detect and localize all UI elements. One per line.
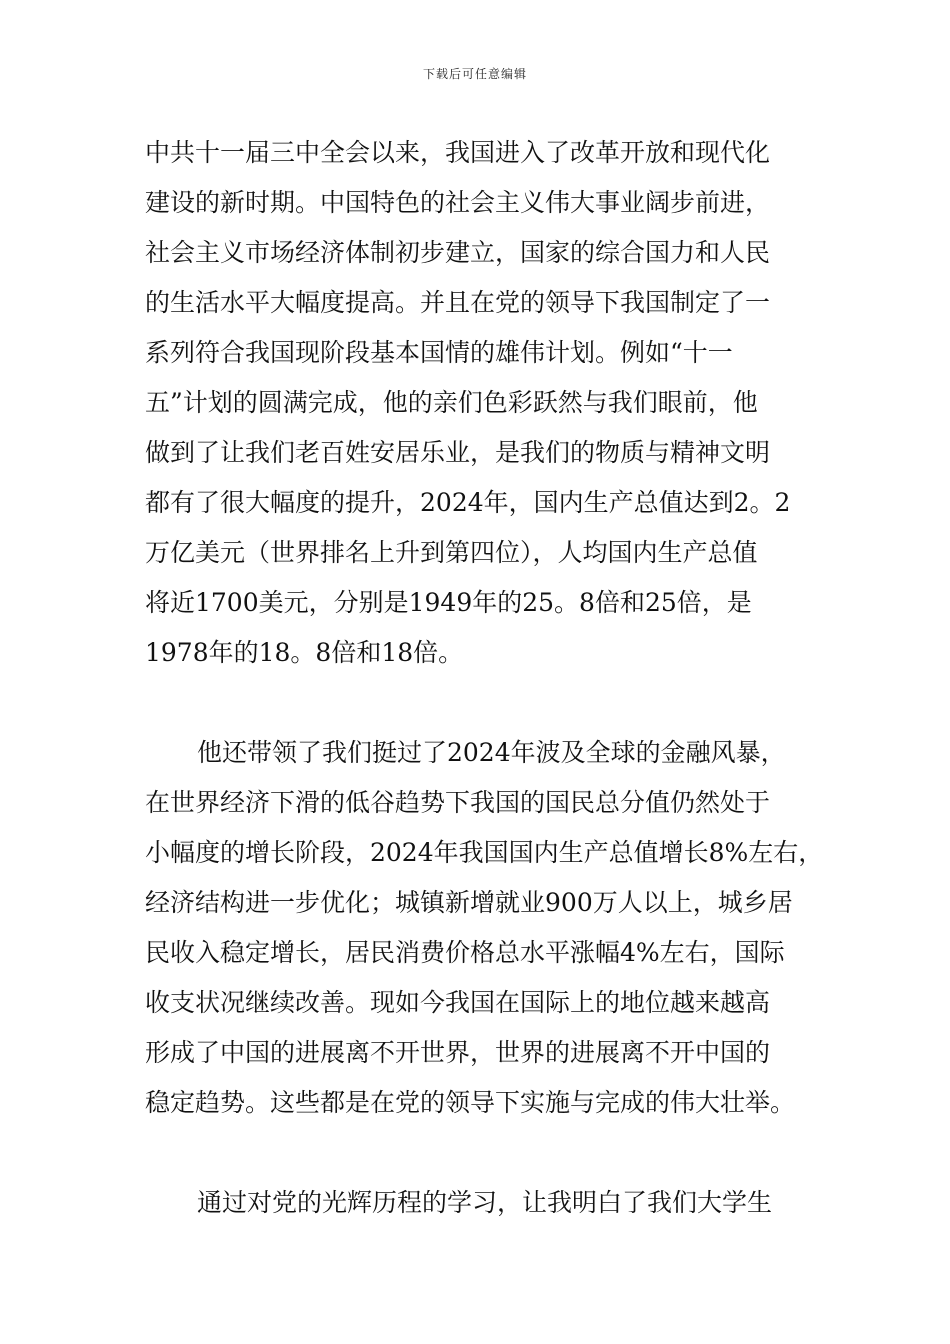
- text-line: 做到了让我们老百姓安居乐业，是我们的物质与精神文明: [145, 438, 771, 467]
- text-line: 小幅度的增长阶段，2024年我国国内生产总值增长8%左右，: [145, 838, 824, 867]
- paragraph-2: [145, 728, 825, 1128]
- paragraph-1: [145, 128, 825, 678]
- header-note: 下载后可任意编辑: [422, 67, 527, 81]
- text-line: 经济结构进一步优化；城镇新增就业900万人以上，城乡居: [145, 888, 793, 917]
- text-line: 都有了很大幅度的提升，2024年，国内生产总值达到2。2: [145, 488, 791, 517]
- text-line: 收支状况继续改善。现如今我国在国际上的地位越来越高: [145, 988, 771, 1017]
- text-line: 民收入稳定增长，居民消费价格总水平涨幅4%左右，国际: [145, 938, 785, 967]
- text-line: 通过对党的光辉历程的学习，让我明白了我们大学生: [197, 1188, 773, 1217]
- paragraph-gap: [145, 678, 825, 728]
- document-body: [145, 128, 825, 1228]
- text-line: 的生活水平大幅度提高。并且在党的领导下我国制定了一: [145, 288, 771, 317]
- text-line: 形成了中国的进展离不开世界，世界的进展离不开中国的: [145, 1038, 771, 1067]
- text-line: 他还带领了我们挺过了2024年波及全球的金融风暴，: [197, 738, 786, 767]
- text-line: 在世界经济下滑的低谷趋势下我国的国民总分值仍然处于: [145, 788, 771, 817]
- text-line: 系列符合我国现阶段基本国情的雄伟计划。例如“十一: [145, 338, 733, 367]
- text-line: 1978年的18。8倍和18倍。: [145, 638, 464, 667]
- text-line: 中共十一届三中全会以来，我国进入了改革开放和现代化: [145, 138, 771, 167]
- paragraph-3: [145, 1178, 825, 1228]
- text-line: 建设的新时期。中国特色的社会主义伟大事业阔步前进，: [145, 188, 771, 217]
- text-line: 万亿美元（世界排名上升到第四位），人均国内生产总值: [145, 538, 758, 567]
- text-line: 稳定趋势。这些都是在党的领导下实施与完成的伟大壮举。: [145, 1088, 796, 1117]
- paragraph-gap: [145, 1128, 825, 1178]
- text-line: 五”计划的圆满完成，他的亲们色彩跃然与我们眼前，他: [145, 388, 758, 417]
- text-line: 社会主义市场经济体制初步建立，国家的综合国力和人民: [145, 238, 771, 267]
- text-line: 将近1700美元，分别是1949年的25。8倍和25倍，是: [145, 588, 752, 617]
